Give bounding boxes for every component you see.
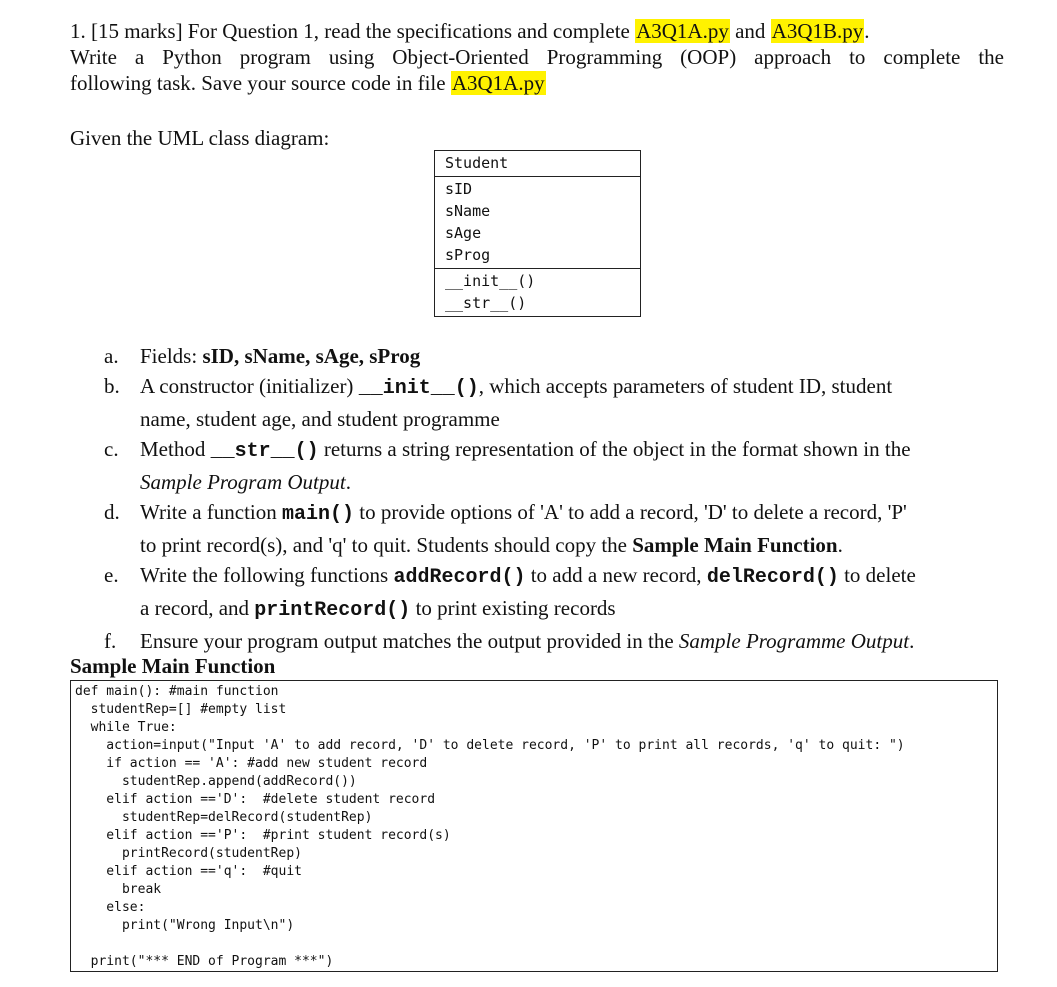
- item-text: .: [909, 629, 915, 653]
- code-line: while True:: [75, 720, 177, 735]
- code-block: [70, 680, 998, 972]
- item-text: to add a new record,: [525, 563, 707, 587]
- item-letter: e.: [104, 563, 119, 587]
- uml-field: sAge: [445, 224, 482, 242]
- item-body: [140, 626, 1004, 656]
- list-item: [104, 497, 1004, 560]
- list-item: [104, 371, 1004, 434]
- list-item: [104, 341, 1004, 371]
- del-record-code: delRecord(): [706, 566, 839, 589]
- item-letter: b.: [104, 374, 120, 398]
- code-line: elif action =='q': #quit: [75, 864, 302, 879]
- uml-class-name-section: [435, 151, 640, 176]
- uml-field: sID: [445, 180, 473, 198]
- item-letter: a.: [104, 344, 119, 368]
- add-record-code: addRecord(): [393, 566, 526, 589]
- intro-text-3: following task. Save your source code in file: [70, 71, 451, 95]
- code-line: print("*** END of Program ***"): [75, 954, 334, 969]
- item-body: [140, 341, 1004, 371]
- uml-class-name: Student: [445, 154, 509, 172]
- code-line: elif action =='D': #delete student record: [75, 792, 436, 807]
- code-line: studentRep=[] #empty list: [75, 702, 287, 717]
- item-bold: Sample Main Function: [632, 533, 838, 557]
- item-text: Ensure your program output matches the output provided in the: [140, 629, 679, 653]
- item-body: [140, 434, 1004, 497]
- item-body: [140, 560, 1004, 626]
- code-line: studentRep.append(addRecord()): [75, 774, 357, 789]
- item-bold: sID, sName, sAge, sProg: [202, 344, 421, 368]
- main-function-code: main(): [282, 503, 355, 526]
- item-text: Fields:: [140, 344, 203, 368]
- item-line: [140, 530, 1004, 560]
- item-letter: d.: [104, 500, 120, 524]
- item-line: [140, 497, 1004, 530]
- code-line: studentRep=delRecord(studentRep): [75, 810, 373, 825]
- item-body: [140, 371, 1004, 434]
- code-line: if action == 'A': #add new student record: [75, 756, 428, 771]
- intro-line-2: Write a Python program using Object-Oriented Programming (OOP) approach to complete the: [70, 45, 1004, 69]
- item-line: [140, 434, 1004, 467]
- item-text: to print record(s), and 'q' to quit. Students should copy the: [140, 533, 633, 557]
- uml-methods-section: [435, 268, 640, 316]
- item-text: Write a function: [140, 500, 283, 524]
- file-b-highlight: A3Q1B.py: [771, 19, 864, 43]
- item-letter: c.: [104, 437, 119, 461]
- item-italic: Sample Program Output: [140, 470, 346, 494]
- item-text: returns a string representation of the object in the format shown in the: [318, 437, 911, 461]
- uml-field: sName: [445, 202, 491, 220]
- code-line: printRecord(studentRep): [75, 846, 302, 861]
- code-line: [75, 935, 997, 953]
- intro-line-3: [70, 70, 1004, 96]
- code-line: def main(): #main function: [75, 684, 279, 699]
- item-text: , which accepts parameters of student ID, student: [478, 374, 893, 398]
- intro-text: 1. [15 marks] For Question 1, read the specifications and complete: [70, 19, 636, 43]
- item-text: .: [345, 470, 351, 494]
- intro-and: and: [729, 19, 771, 43]
- uml-field: sProg: [445, 246, 491, 264]
- item-text: Write the following functions: [140, 563, 394, 587]
- item-text: Method: [140, 437, 211, 461]
- item-body: [140, 497, 1004, 560]
- item-letter: f.: [104, 629, 117, 653]
- str-method-code: __str__(): [210, 440, 319, 463]
- print-record-code: printRecord(): [254, 599, 411, 622]
- item-text: .: [837, 533, 843, 557]
- code-line: action=input("Input 'A' to add record, 'D' to delete record, 'P' to print all records, 'q' to quit: "): [75, 738, 905, 753]
- item-text: to print existing records: [410, 596, 616, 620]
- list-item: [104, 434, 1004, 497]
- item-line: [140, 467, 1004, 497]
- requirements-list: [104, 341, 1004, 656]
- intro-period: .: [864, 19, 870, 43]
- item-line: name, student age, and student programme: [140, 407, 500, 431]
- given-uml-label: Given the UML class diagram:: [70, 126, 330, 150]
- item-line: [140, 371, 1004, 404]
- list-item: [104, 560, 1004, 626]
- uml-method: __init__(): [445, 272, 536, 290]
- item-text: a record, and: [140, 596, 255, 620]
- code-line: elif action =='P': #print student record(s): [75, 828, 451, 843]
- question-intro: [70, 18, 1004, 96]
- item-line: [140, 560, 1004, 593]
- uml-fields-section: [435, 176, 640, 268]
- item-italic: Sample Programme Output: [678, 629, 910, 653]
- init-method-code: __init__(): [358, 377, 479, 400]
- sample-main-function-title: Sample Main Function: [70, 654, 276, 678]
- item-line: [140, 593, 1004, 626]
- code-line: else:: [75, 900, 146, 915]
- item-text: to provide options of 'A' to add a record, 'D' to delete a record, 'P': [354, 500, 907, 524]
- file-a2-highlight: A3Q1A.py: [451, 71, 545, 95]
- uml-method: __str__(): [445, 294, 527, 312]
- item-text: A constructor (initializer): [140, 374, 359, 398]
- uml-class-diagram: [434, 150, 641, 317]
- code-line: break: [75, 882, 162, 897]
- intro-line-1: [70, 18, 1004, 44]
- list-item: [104, 626, 1004, 656]
- code-line: print("Wrong Input\n"): [75, 918, 295, 933]
- file-a-highlight: A3Q1A.py: [636, 19, 729, 43]
- item-text: to delete: [838, 563, 916, 587]
